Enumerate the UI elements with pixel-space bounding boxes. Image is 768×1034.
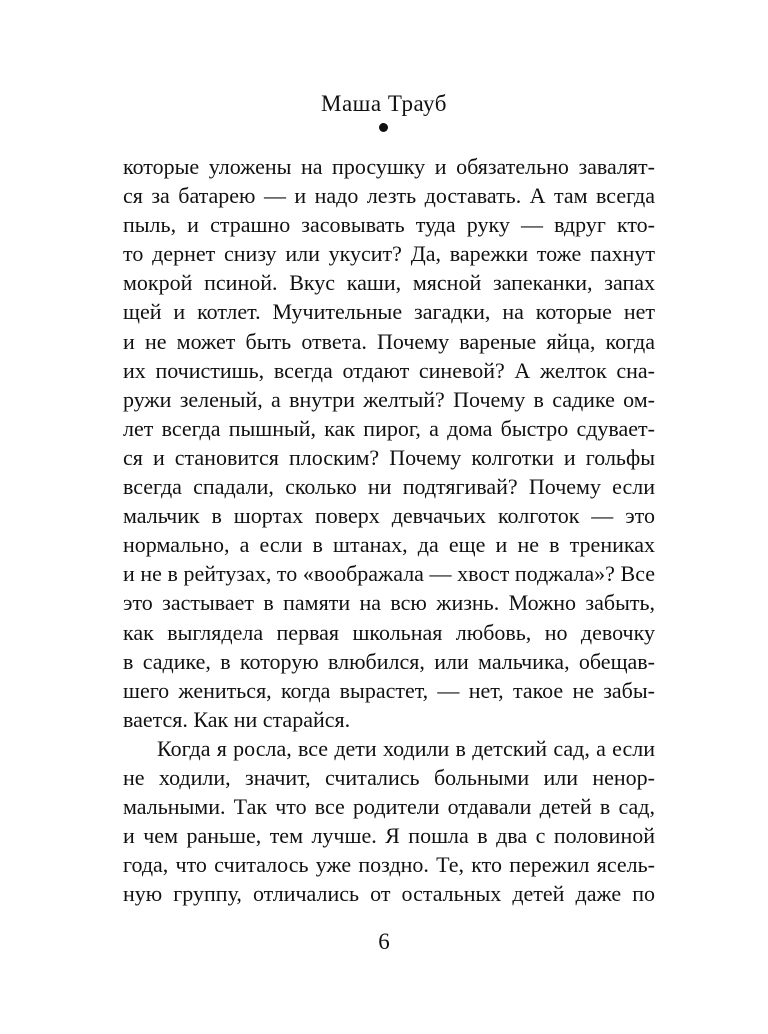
text-line: это застывает в памяти на всю жизнь. Можно забыть, — [123, 590, 655, 616]
text-line: которые уложены на просушку и обязательно завалят- — [123, 154, 655, 179]
text-line: Когда я росла, все дети ходили в детский сад, а если — [157, 735, 655, 761]
text-line: года, что считалось уже поздно. Те, кто пережил ясель- — [123, 852, 655, 878]
paragraph — [123, 152, 655, 734]
text-line: как выглядела первая школьная любовь, но девочку — [123, 619, 655, 645]
body-text — [123, 152, 655, 908]
text-line: и чем раньше, тем лучше. Я пошла в два с половиной — [123, 823, 655, 849]
text-line: вается. Как ни старайся. — [123, 706, 351, 732]
text-line: и не может быть ответа. Почему вареные яйца, когда — [123, 328, 655, 354]
text-line: нормально, а если в штанах, да еще и не в трениках — [123, 532, 655, 558]
text-line: щей и котлет. Мучительные загадки, на которые нет — [123, 299, 655, 325]
page-number: 6 — [378, 929, 390, 954]
text-line: лет всегда пышный, как пирог, а дома быстро сдувает- — [123, 415, 655, 441]
text-line: ружи зеленый, а внутри желтый? Почему в садике ом- — [123, 386, 655, 412]
running-head: Маша Трауб — [321, 91, 447, 116]
text-line: их почистишь, всегда отдают синевой? А желток сна- — [123, 357, 655, 383]
text-line: пыль, и страшно засовывать туда руку — вдруг кто- — [123, 212, 655, 238]
ornament-dot — [379, 123, 388, 132]
text-line: шего жениться, когда вырастет, — нет, такое не забы- — [123, 677, 655, 703]
text-line: не ходили, значит, считались больными или ненор- — [123, 764, 655, 790]
text-line: ную группу, отличались от остальных детей даже по — [123, 881, 655, 907]
text-line: мальными. Так что все родители отдавали детей в сад, — [123, 794, 655, 820]
paragraph — [123, 734, 655, 909]
text-line: в садике, в которую влюбился, или мальчика, обещав- — [123, 648, 655, 674]
text-line: всегда спадали, сколько ни подтягивай? Почему если — [123, 474, 655, 500]
text-line: ся и становится плоским? Почему колготки и гольфы — [123, 444, 655, 470]
text-line: то дернет снизу или укусит? Да, варежки тоже пахнут — [123, 241, 655, 267]
text-line: и не в рейтузах, то «воображала — хвост поджала»? Все — [123, 561, 655, 587]
text-line: мокрой псиной. Вкус каши, мясной запеканки, запах — [123, 270, 655, 296]
text-line: ся за батарею — и надо лезть доставать. А там всегда — [123, 183, 655, 209]
text-line: мальчик в шортах поверх девчачьих колготок — это — [123, 503, 655, 529]
